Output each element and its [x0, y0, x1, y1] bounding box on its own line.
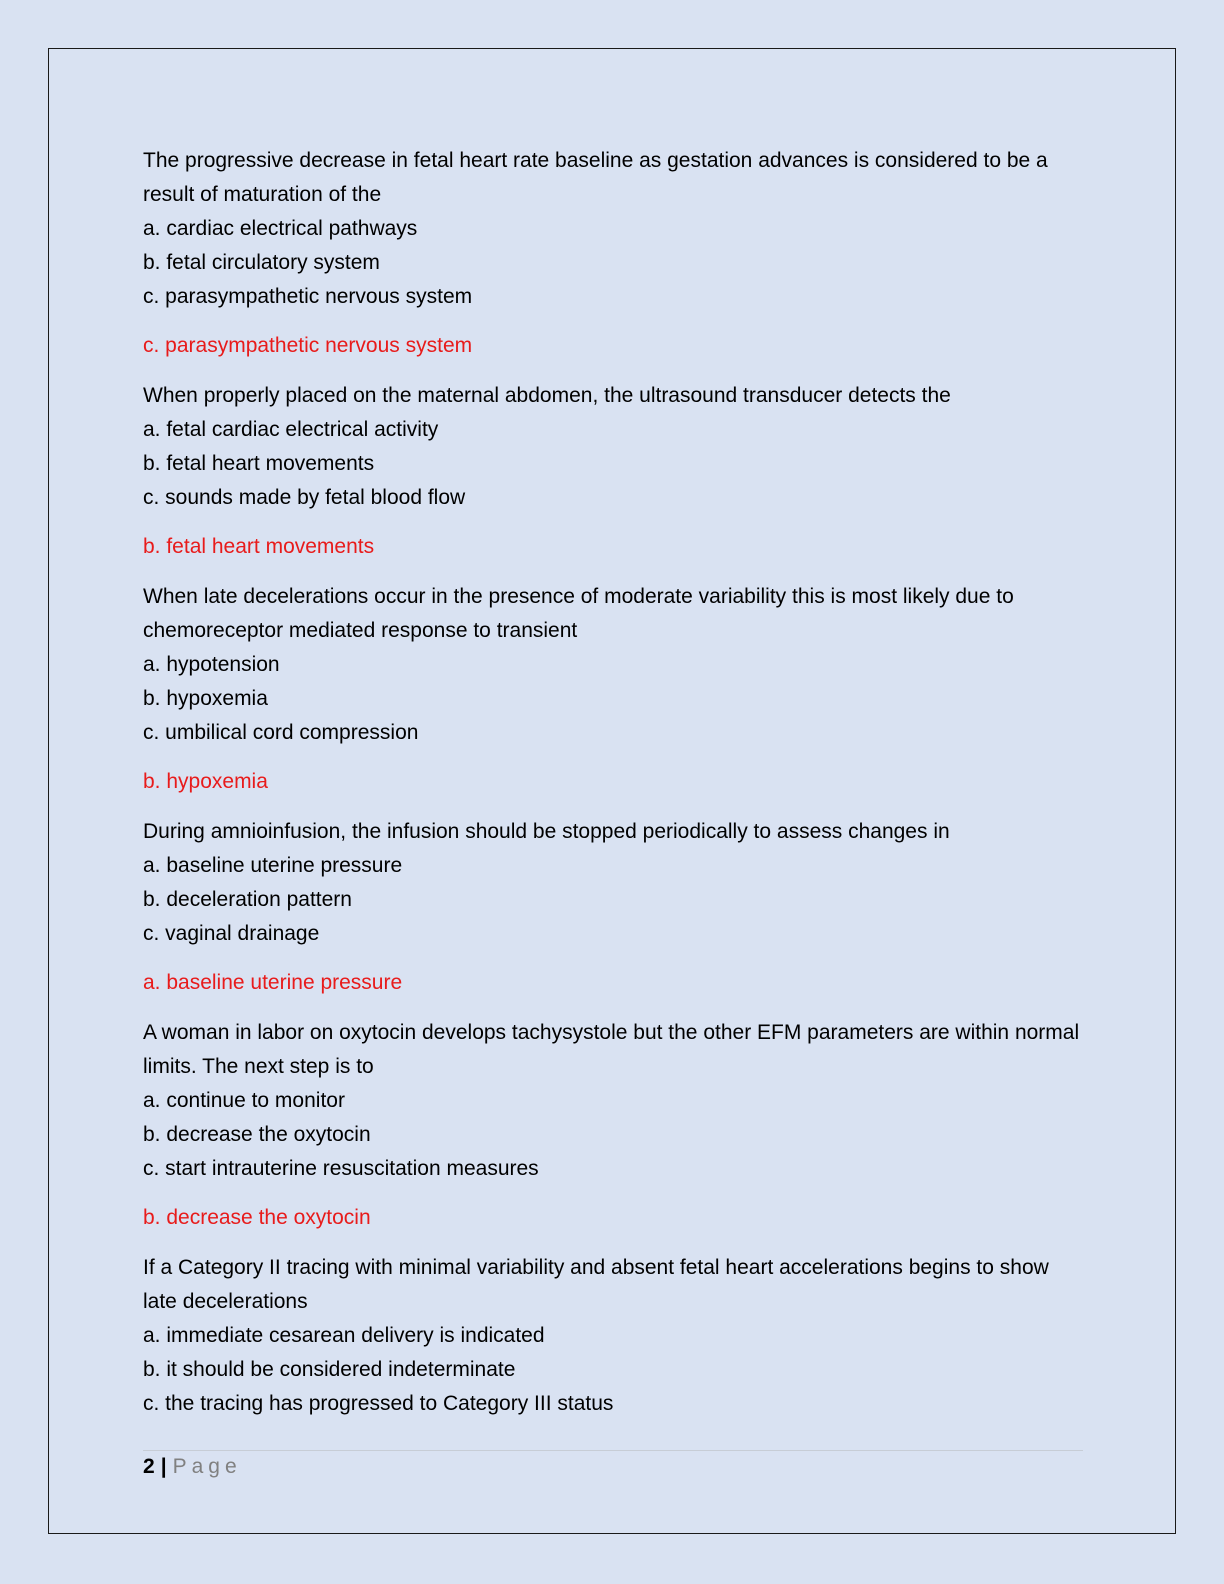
question-text: During amnioinfusion, the infusion should be stopped periodically to assess changes in: [143, 820, 950, 843]
question-text: A woman in labor on oxytocin develops tachysystole but the other EFM parameters are within normal limits. The next step is to: [143, 1021, 1080, 1078]
question-text: When late decelerations occur in the presence of moderate variability this is most likely due to chemoreceptor mediated response to transient: [143, 585, 1014, 642]
document-body: [143, 144, 1083, 1436]
question-text: If a Category II tracing with minimal variability and absent fetal heart accelerations begins to show late decelerations: [143, 1256, 1049, 1313]
answer-5: b. decrease the oxytocin: [143, 1206, 371, 1229]
page-number: 2: [143, 1455, 155, 1478]
option-c: c. start intrauterine resuscitation measures: [143, 1157, 539, 1180]
question-5: [143, 1016, 1083, 1186]
question-text: When properly placed on the maternal abdomen, the ultrasound transducer detects the: [143, 384, 951, 407]
option-a: a. immediate cesarean delivery is indicated: [143, 1324, 545, 1347]
option-c: c. vaginal drainage: [143, 922, 320, 945]
question-1: [143, 144, 1083, 314]
answer-4: a. baseline uterine pressure: [143, 971, 403, 994]
option-a: a. cardiac electrical pathways: [143, 217, 418, 240]
option-c: c. sounds made by fetal blood flow: [143, 486, 466, 509]
question-3: [143, 580, 1083, 750]
question-6: [143, 1251, 1083, 1421]
answer-2: b. fetal heart movements: [143, 535, 375, 558]
option-c: c. parasympathetic nervous system: [143, 285, 473, 308]
option-b: b. decrease the oxytocin: [143, 1123, 371, 1146]
option-c: c. umbilical cord compression: [143, 721, 419, 744]
answer-3: b. hypoxemia: [143, 770, 268, 793]
answer-1: c. parasympathetic nervous system: [143, 334, 473, 357]
option-b: b. hypoxemia: [143, 687, 268, 710]
option-b: b. deceleration pattern: [143, 888, 352, 911]
question-2: [143, 379, 1083, 515]
option-a: a. baseline uterine pressure: [143, 854, 403, 877]
option-a: a. continue to monitor: [143, 1089, 345, 1112]
option-c: c. the tracing has progressed to Category III status: [143, 1392, 614, 1415]
question-4: [143, 815, 1083, 951]
question-text: The progressive decrease in fetal heart rate baseline as gestation advances is considered to be a result of maturation of the: [143, 149, 1048, 206]
option-a: a. hypotension: [143, 653, 280, 676]
option-b: b. fetal heart movements: [143, 452, 375, 475]
option-b: b. fetal circulatory system: [143, 251, 380, 274]
footer-divider: [143, 1450, 1083, 1451]
footer-separator: |: [160, 1455, 167, 1478]
option-b: b. it should be considered indeterminate: [143, 1358, 516, 1381]
page-footer: [143, 1452, 242, 1482]
option-a: a. fetal cardiac electrical activity: [143, 418, 439, 441]
page-label: Page: [172, 1455, 242, 1478]
